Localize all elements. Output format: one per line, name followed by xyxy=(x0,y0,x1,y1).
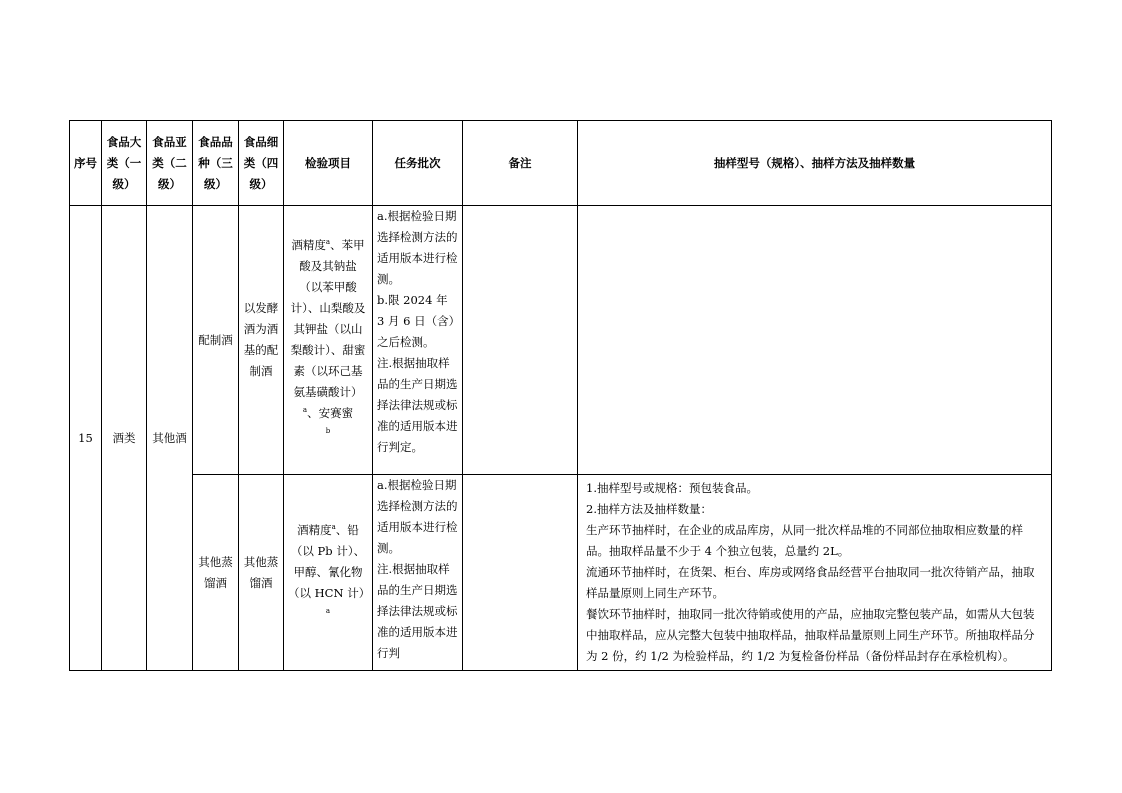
header-sampling: 抽样型号（规格）、抽样方法及抽样数量 xyxy=(578,121,1052,206)
sampling-line: 流通环节抽样时，在货架、柜台、库房或网络食品经营平台抽取同一批次待销产品，抽取样品量原则上同生产环节。 xyxy=(586,565,1035,600)
test-item-text: 酒精度 xyxy=(297,523,332,537)
task-note: 注.根据抽取样品的生产日期选择法律法规或标准的适用版本进行判定。 xyxy=(377,356,458,454)
cell-category4: 其他蒸馏酒 xyxy=(239,475,284,671)
cell-category3: 其他蒸馏酒 xyxy=(193,475,239,671)
header-category4: 食品细类（四级） xyxy=(239,121,284,206)
header-test-items: 检验项目 xyxy=(284,121,373,206)
header-category3: 食品品种（三级） xyxy=(193,121,239,206)
header-category1: 食品大类（一级） xyxy=(102,121,147,206)
header-category2: 食品亚类（二级） xyxy=(147,121,193,206)
header-remarks: 备注 xyxy=(463,121,578,206)
test-item-text: 、铅（以 Pb 计）、甲醇、氰化物（以 HCN 计） xyxy=(288,523,371,600)
footnote-mark: a xyxy=(325,607,331,616)
cell-task-batch xyxy=(373,206,463,475)
task-note: a.根据检验日期选择检测方法的适用版本进行检测。 xyxy=(377,478,458,555)
table-row xyxy=(70,206,1052,475)
footnote-mark: b xyxy=(325,427,331,436)
footnote-mark: a xyxy=(325,238,331,247)
cell-category3: 配制酒 xyxy=(193,206,239,475)
cell-category1: 酒类 xyxy=(102,206,147,671)
header-task-batch: 任务批次 xyxy=(373,121,463,206)
cell-serial: 15 xyxy=(70,206,102,671)
cell-remarks xyxy=(463,206,578,475)
sampling-line: 餐饮环节抽样时，抽取同一批次待销或使用的产品，应抽取完整包装产品，如需从大包装中抽取样品，应从完整大包装中抽取样品，抽取样品量原则上同生产环节。所抽取样品分为 2 份，约 1/2 为检验样品，约 1/2 为复检备份样品（备份样品封存在承检机构）。 xyxy=(586,607,1035,663)
footnote-mark: a xyxy=(302,406,308,415)
cell-sampling-method xyxy=(578,475,1052,671)
header-row xyxy=(70,121,1052,206)
sampling-line: 生产环节抽样时，在企业的成品库房，从同一批次样品堆的不同部位抽取相应数量的样品。抽取样品量不少于 4 个独立包装，总量约 2L。 xyxy=(586,523,1023,558)
cell-sampling-empty xyxy=(578,206,1052,475)
test-item-text: 酒精度 xyxy=(291,238,326,252)
cell-remarks xyxy=(463,475,578,671)
footnote-mark: a xyxy=(331,523,336,532)
task-note: 注.根据抽取样品的生产日期选择法律法规或标准的适用版本进行判 xyxy=(377,562,458,660)
test-item-text: 、苯甲酸及其钠盐（以苯甲酸计）、山梨酸及其钾盐（以山梨酸计）、甜蜜素（以环己基氨基磺酸计） xyxy=(290,238,366,399)
header-serial: 序号 xyxy=(70,121,102,206)
task-note: a.根据检验日期选择检测方法的适用版本进行检测。 xyxy=(377,209,458,286)
cell-test-items xyxy=(284,206,373,475)
table-row xyxy=(70,475,1052,671)
sampling-plan-table xyxy=(69,120,1052,671)
task-note: b.限 2024 年 3 月 6 日（含）之后检测。 xyxy=(377,293,455,349)
cell-test-items xyxy=(284,475,373,671)
test-item-text: 、安赛蜜 xyxy=(307,406,354,420)
sampling-line: 2.抽样方法及抽样数量： xyxy=(586,502,712,516)
sampling-line: 1.抽样型号或规格：预包装食品。 xyxy=(586,481,758,495)
cell-task-batch xyxy=(373,475,463,671)
cell-category2: 其他酒 xyxy=(147,206,193,671)
cell-category4: 以发酵酒为酒基的配制酒 xyxy=(239,206,284,475)
